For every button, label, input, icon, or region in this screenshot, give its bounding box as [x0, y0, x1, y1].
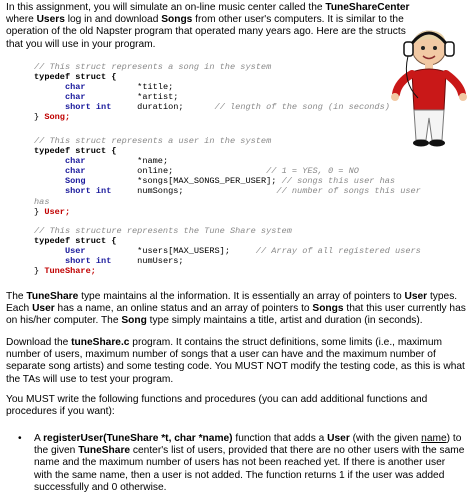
user-struct-code: // This struct represents a user in the system typedef struct { char *name; char online; // 1 = YES, 0 = NO Song *songs[MAX_SONGS_PER_USER]; // songs this user has short int numSongs; // number of songs this user has } User;	[34, 136, 421, 217]
requirements-paragraph: You MUST write the following functions and procedures (you can add additional functions and procedures if you want):	[6, 394, 428, 418]
cartoon-person-with-headphones-icon	[388, 22, 470, 150]
bullet-icon: •	[18, 433, 22, 444]
bullet-text: A registerUser(TuneShare *t, char *name) function that adds a User (with the given name) to the given TuneShare center's list of users, provided that there are no other users with the same name and the maximum number of users has not been reached yet. If there is another user with the same name, then a user is not added. The function returns 1 if the user was added successfully and 0 otherwise.	[34, 433, 465, 493]
download-paragraph: Download the tuneShare.c program. It contains the struct definitions, some limits (i.e., maximum number of users, maximum number of songs that a user can have and the maximum number of separate song artists) and some testing code. You MUST NOT modify the testing code, as this is what the TAs will use to test your program.	[6, 337, 465, 385]
tuneshare-description-paragraph: The TuneShare type maintains al the information. It is essentially an array of pointers to User types. Each User has a name, an online status and an array of pointers to Songs that this user currently has on his/her computer. The Song type simply maintains a title, artist and duration (in seconds).	[6, 291, 466, 327]
tuneshare-struct-code: // This structure represents the Tune Share system typedef struct { User *users[MAX_USERS]; // Array of all registered users short int numUsers; } TuneShare;	[34, 226, 421, 277]
intro-paragraph: In this assignment, you will simulate an on-line music center called the TuneShareCenter where Users log in and download Songs from other user's computers. It is similar to the operation of the old Napster program that operated many years ago. Here are the structs that you will use in your program.	[6, 2, 410, 50]
song-struct-code: // This struct represents a song in the system typedef struct { char *title; char *artist; short int duration; // length of the song (in seconds) } Song;	[34, 62, 390, 123]
